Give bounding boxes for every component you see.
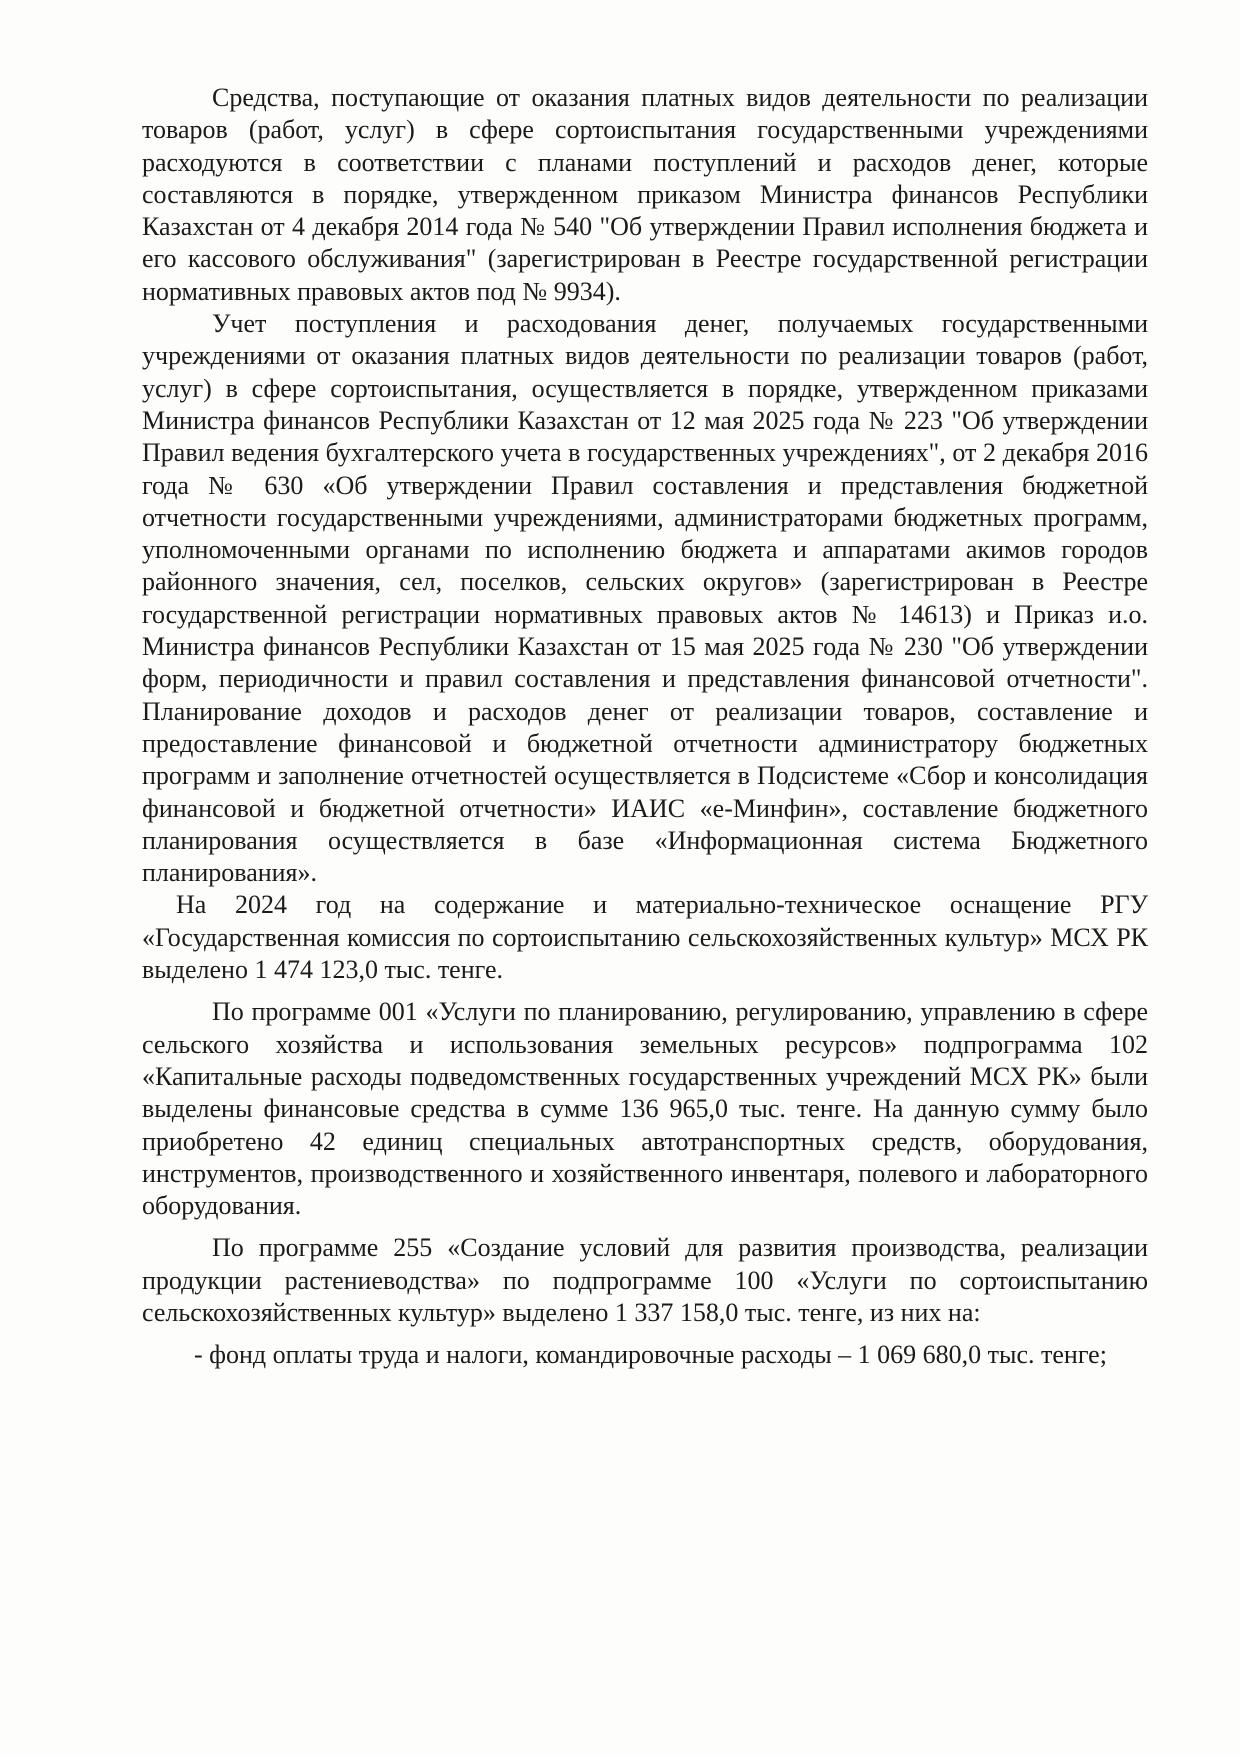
- paragraph-accounting-procedure: Учет поступления и расходования денег, получаемых государственными учреждениями от оказания платных видов деятельности по реализации товаров (работ, услуг) в сфере сортоиспытания, осуществляется в порядке, утвержденном приказами Министра финансов Республики Казахстан от 12 мая 2025 года № 223 "Об утверждении Правил ведения бухгалтерского учета в государственных учреждениях", от 2 декабря 2016 года № 630 «Об утверждении Правил составления и представления бюджетной отчетности государственными учреждениями, администраторами бюджетных программ, уполномоченными органами по исполнению бюджета и аппаратами акимов городов районного значения, сел, поселков, сельских округов» (зарегистрирован в Реестре государственной регистрации нормативных правовых актов № 14613) и Приказ и.о. Министра финансов Республики Казахстан от 15 мая 2025 года № 230 "Об утверждении форм, периодичности и правил составления и представления финансовой отчетности". Планирование доходов и расходов денег от реализации товаров, составление и предоставление финансовой и бюджетной отчетности администратору бюджетных программ и заполнение отчетностей осуществляется в Подсистеме «Сбор и консолидация финансовой и бюджетной отчетности» ИАИС «е-Минфин», составление бюджетного планирования осуществляется в базе «Информационная система Бюджетного планирования».: [142, 309, 1148, 888]
- paragraph-program-255: По программе 255 «Создание условий для развития производства, реализации продукции растениеводства» по подпрограмме 100 «Услуги по сортоиспытанию сельскохозяйственных культур» выделено 1 337 158,0 тыс. тенге, из них на:: [142, 1233, 1148, 1327]
- list-item-payroll: - фонд оплаты труда и налоги, командировочные расходы – 1 069 680,0 тыс. тенге;: [194, 1340, 1107, 1370]
- paragraph-2024-allocation: На 2024 год на содержание и материально-техническое оснащение РГУ «Государственная комиссия по сортоиспытанию сельскохозяйственных культур» МСХ РК выделено 1 474 123,0 тыс. тенге.: [142, 890, 1148, 985]
- paragraph-paid-activities-funds: Средства, поступающие от оказания платных видов деятельности по реализации товаров (работ, услуг) в сфере сортоиспытания государственными учреждениями расходуются в соответствии с планами поступлений и расходов денег, которые составляются в порядке, утвержденном приказом Министра финансов Республики Казахстан от 4 декабря 2014 года № 540 "Об утверждении Правил исполнения бюджета и его кассового обслуживания" (зарегистрирован в Реестре государственной регистрации нормативных правовых актов под № 9934).: [142, 83, 1148, 306]
- paragraph-program-001: По программе 001 «Услуги по планированию, регулированию, управлению в сфере сельского хозяйства и использования земельных ресурсов» подпрограмма 102 «Капитальные расходы подведомственных государственных учреждений МСХ РК» были выделены финансовые средства в сумме 136 965,0 тыс. тенге. На данную сумму было приобретено 42 единиц специальных автотранспортных средств, оборудования, инструментов, производственного и хозяйственного инвентаря, полевого и лабораторного оборудования.: [142, 997, 1148, 1221]
